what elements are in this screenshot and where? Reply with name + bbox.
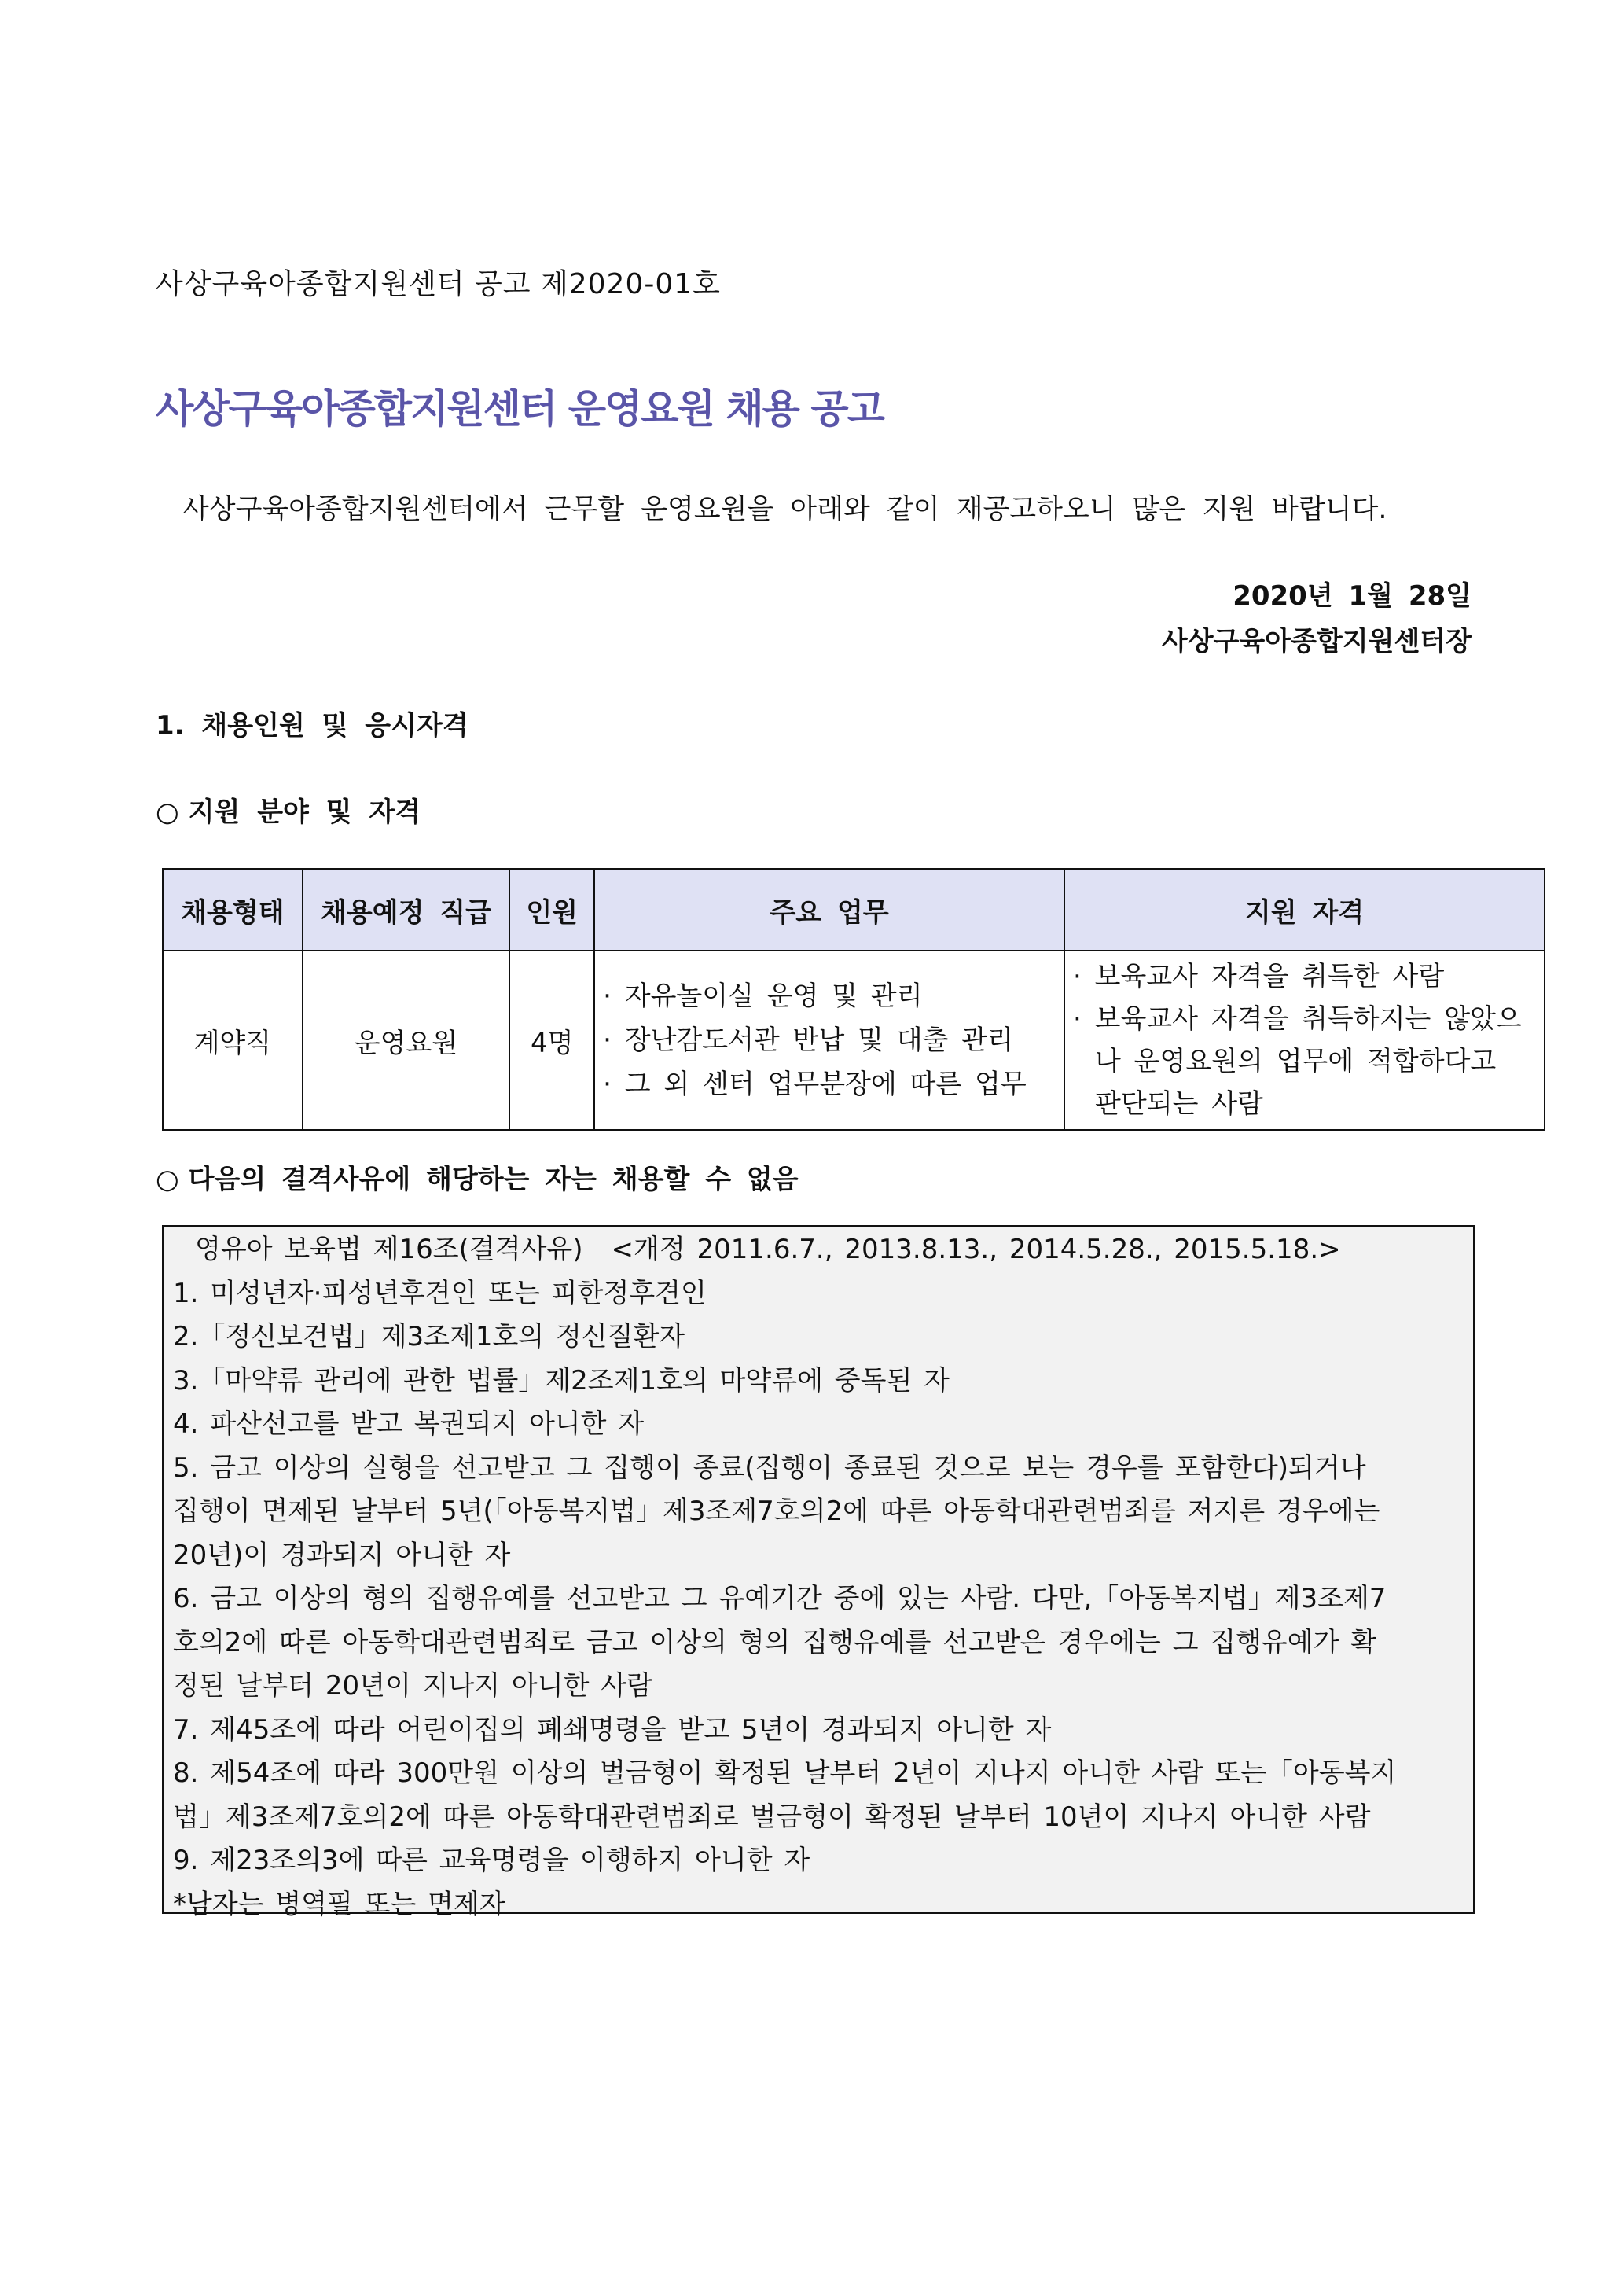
qualification-item: · 보육교사 자격을 취득한 사람	[1073, 961, 1445, 992]
page-title: 사상구육아종합지원센터 운영요원 채용 공고	[156, 386, 884, 432]
disqualification-line: 7. 제45조에 따라 어린이집의 폐쇄명령을 받고 5년이 경과되지 아니한 자	[173, 1713, 1052, 1746]
intro-text: 사상구육아종합지원센터에서 근무할 운영요원을 아래와 같이 재공고하오니 많은 지원 바랍니다.	[182, 494, 1387, 525]
disqualification-box	[162, 1225, 1475, 1920]
subsection-heading-disqualifications	[156, 1157, 799, 1196]
cell-main-duties	[594, 951, 1064, 1130]
notice-signer: 사상구육아종합지원센터장	[1161, 626, 1472, 657]
header-position: 채용예정 직급	[303, 869, 510, 951]
duty-item: · 자유놀이실 운영 및 관리	[603, 981, 923, 1012]
disqualification-line: 8. 제54조에 따라 300만원 이상의 벌금형이 확정된 날부터 2년이 지나지 아니한 사람 또는「아동복지	[173, 1757, 1397, 1789]
disqualification-line: 4. 파산선고를 받고 복권되지 아니한 자	[173, 1408, 645, 1440]
header-headcount: 인원	[509, 869, 594, 951]
section-heading-recruitment: 1. 채용인원 및 응시자격	[156, 710, 468, 741]
qualification-item-continued: 판단되는 사람	[1095, 1088, 1263, 1120]
disqualification-line: 집행이 면제된 날부터 5년(「아동복지법」제3조제7호의2에 따른 아동학대관련범죄를 저지른 경우에는	[173, 1496, 1380, 1527]
law-title: 영유아 보육법 제16조(결격사유)	[195, 1234, 583, 1265]
notice-date: 2020년 1월 28일	[1233, 580, 1472, 612]
jobs-table	[162, 868, 1545, 1131]
duty-item: · 장난감도서관 반납 및 대출 관리	[603, 1025, 1013, 1056]
header-qualifications: 지원 자격	[1064, 869, 1545, 951]
notice-number: 사상구육아종합지원센터 공고 제2020-01호	[156, 268, 721, 300]
disqualification-line: 20년)이 경과되지 아니한 자	[173, 1539, 511, 1571]
disqualification-line: 9. 제23조의3에 따른 교육명령을 이행하지 아니한 자	[173, 1845, 810, 1876]
cell-headcount: 4명	[509, 951, 594, 1130]
circle-bullet-icon: ○	[156, 797, 179, 828]
duty-item: · 그 외 센터 업무분장에 따른 업무	[603, 1069, 1027, 1100]
table-header-row	[163, 869, 1545, 951]
subsection-heading-text: 다음의 결격사유에 해당하는 자는 채용할 수 없음	[188, 1164, 799, 1195]
header-employment-type: 채용형태	[163, 869, 303, 951]
disqualification-line: 정된 날부터 20년이 지나지 아니한 사람	[173, 1670, 652, 1702]
cell-employment-type: 계약직	[163, 951, 303, 1130]
disqualification-line: 1. 미성년자·피성년후견인 또는 피한정후견인	[173, 1277, 707, 1309]
subsection-heading-fields	[156, 790, 421, 829]
qualification-item: · 보육교사 자격을 취득하지는 않았으	[1073, 1003, 1522, 1035]
disqualification-line: 5. 금고 이상의 실형을 선고받고 그 집행이 종료(집행이 종료된 것으로 보는 경우를 포함한다)되거나	[173, 1452, 1366, 1484]
military-service-note: *남자는 병역필 또는 면제자	[173, 1888, 505, 1920]
disqualification-line: 3.「마약류 관리에 관한 법률」제2조제1호의 마약류에 중독된 자	[173, 1364, 950, 1396]
circle-bullet-icon: ○	[156, 1164, 179, 1195]
disqualification-line: 법」제3조제7호의2에 따른 아동학대관련범죄로 벌금형이 확정된 날부터 10년이 지나지 아니한 사람	[173, 1801, 1371, 1833]
header-main-duties: 주요 업무	[594, 869, 1064, 951]
subsection-heading-text: 지원 분야 및 자격	[188, 797, 421, 828]
cell-qualifications	[1064, 951, 1545, 1130]
disqualification-line: 6. 금고 이상의 형의 집행유예를 선고받고 그 유예기간 중에 있는 사람. 다만,「아동복지법」제3조제7	[173, 1583, 1387, 1614]
cell-position: 운영요원	[303, 951, 510, 1130]
law-heading	[173, 1228, 1464, 1272]
disqualification-line: 2.「정신보건법」제3조제1호의 정신질환자	[173, 1321, 685, 1352]
amendment-note: <개정 2011.6.7., 2013.8.13., 2014.5.28., 2015.5.18.>	[611, 1234, 1341, 1265]
qualification-item-continued: 나 운영요원의 업무에 적합하다고	[1095, 1046, 1497, 1077]
disqualification-line: 호의2에 따른 아동학대관련범죄로 금고 이상의 형의 집행유예를 선고받은 경우에는 그 집행유예가 확	[173, 1626, 1377, 1658]
table-row	[163, 951, 1545, 1130]
